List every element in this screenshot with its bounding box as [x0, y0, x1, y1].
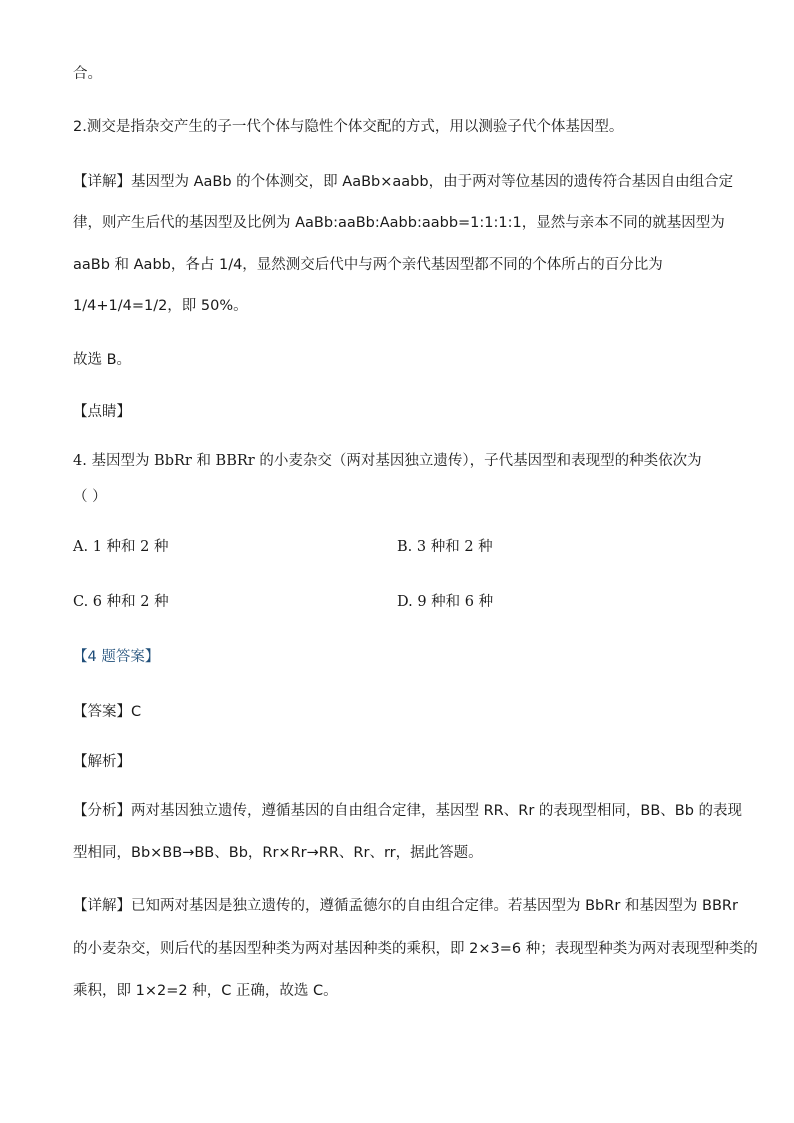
analysis-line-1: 【分析】两对基因独立遗传，遵循基因的自由组合定律，基因型 RR、Rr 的表现型相同，BB、Bb 的表现 — [73, 803, 743, 819]
text-line-7: 故选 B。 — [73, 352, 132, 368]
detail-line-3: 乘积，即 1×2=2 种，C 正确，故选 C。 — [73, 983, 338, 999]
answer-section-header: 【4 题答案】 — [73, 649, 160, 665]
detail-line-2: 的小麦杂交，则后代的基因型种类为两对基因种类的乘积，即 2×3=6 种；表现型种类为两对表现型种类的 — [73, 941, 758, 957]
question-stem: 4. 基因型为 BbRr 和 BBRr 的小麦杂交（两对基因独立遗传），子代基因型和表现型的种类依次为 — [73, 453, 702, 469]
option-a: A. 1 种和 2 种 — [73, 539, 169, 555]
text-line-6: 1/4+1/4=1/2，即 50%。 — [73, 298, 248, 314]
option-d: D. 9 种和 6 种 — [397, 594, 494, 610]
detail-line-1: 【详解】已知两对基因是独立遗传的，遵循孟德尔的自由组合定律。若基因型为 BbRr 和基因型为 BBRr — [73, 898, 738, 914]
option-b: B. 3 种和 2 种 — [397, 539, 493, 555]
text-line-5: aaBb 和 Aabb，各占 1/4，显然测交后代中与两个亲代基因型都不同的个体所占的百分比为 — [73, 257, 663, 273]
text-line-2: 2.测交是指杂交产生的子一代个体与隐性个体交配的方式，用以测验子代个体基因型。 — [73, 119, 624, 135]
text-line-1: 合。 — [73, 66, 102, 82]
answer-line: 【答案】C — [73, 704, 142, 720]
key-point-header: 【点睛】 — [73, 404, 131, 420]
analysis-header: 【解析】 — [73, 754, 131, 770]
option-c: C. 6 种和 2 种 — [73, 594, 169, 610]
question-blank: （ ） — [73, 489, 107, 505]
text-line-4: 律，则产生后代的基因型及比例为 AaBb:aaBb:Aabb:aabb=1:1:1:1，显然与亲本不同的就基因型为 — [73, 215, 725, 231]
analysis-line-2: 型相同，Bb×BB→BB、Bb，Rr×Rr→RR、Rr、rr，据此答题。 — [73, 845, 483, 861]
text-line-3: 【详解】基因型为 AaBb 的个体测交，即 AaBb×aabb，由于两对等位基因的遗传符合基因自由组合定 — [73, 174, 734, 190]
